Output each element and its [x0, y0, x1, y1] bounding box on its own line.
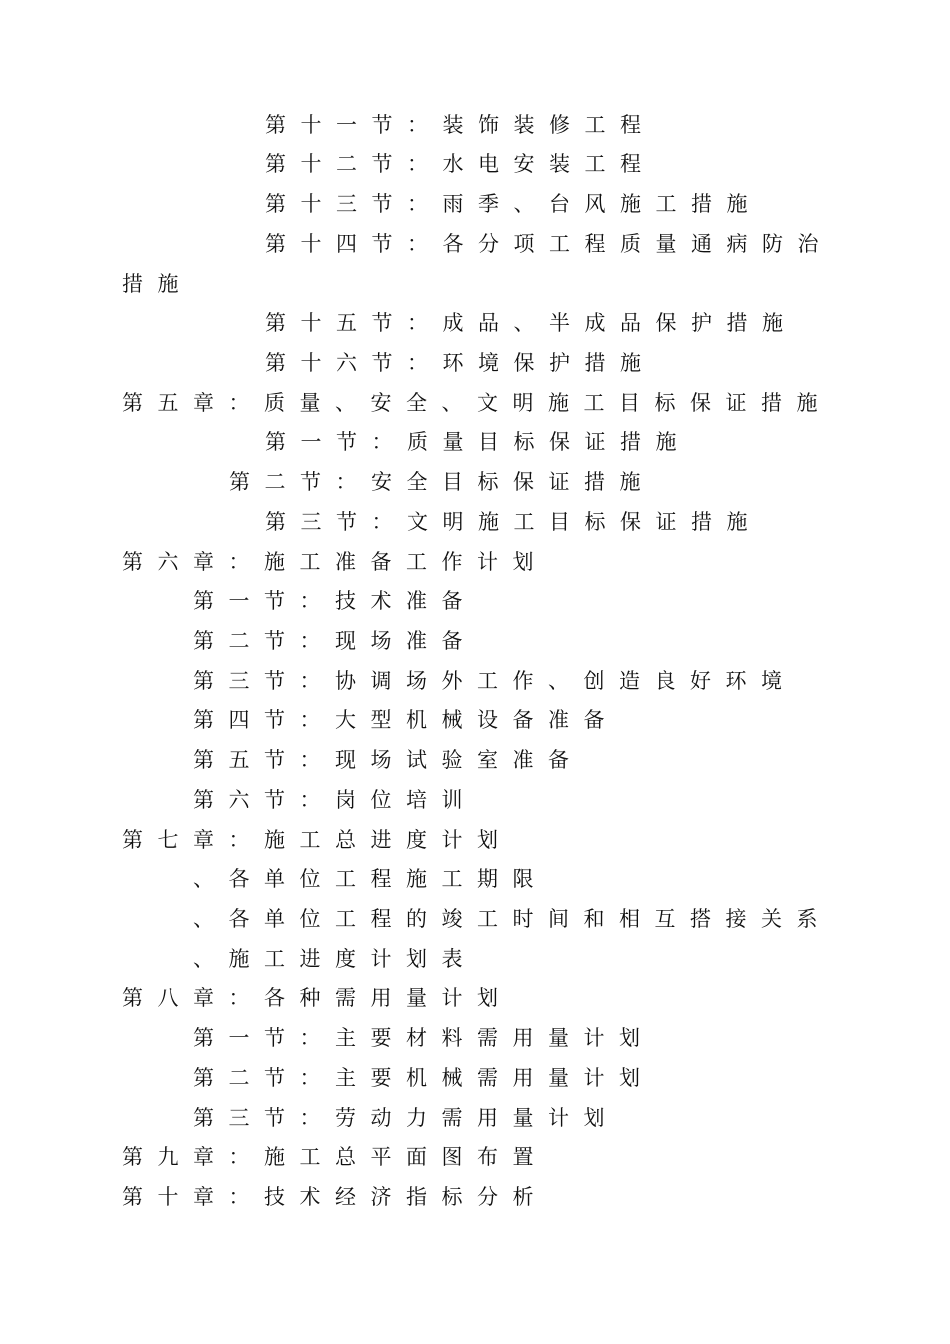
toc-entry-section-12: 第十二节：水电安装工程: [265, 152, 656, 176]
toc-entry-chapter-10: 第十章：技术经济指标分析: [122, 1185, 548, 1209]
toc-entry-ch6-section-4: 第四节：大型机械设备准备: [193, 708, 619, 732]
toc-entry-ch6-section-5: 第五节：现场试验室准备: [193, 748, 584, 772]
toc-entry-ch6-section-6: 第六节：岗位培训: [193, 788, 477, 812]
toc-entry-chapter-8: 第八章：各种需用量计划: [122, 986, 513, 1010]
toc-entry-ch7-item-3: 、施工进度计划表: [193, 947, 477, 971]
toc-entry-ch7-item-1: 、各单位工程施工期限: [193, 867, 548, 891]
toc-entry-ch6-section-1: 第一节：技术准备: [193, 589, 477, 613]
toc-entry-section-13: 第十三节：雨季、台风施工措施: [265, 192, 762, 216]
toc-entry-section-16: 第十六节：环境保护措施: [265, 351, 656, 375]
toc-entry-ch8-section-3: 第三节：劳动力需用量计划: [193, 1106, 619, 1130]
toc-entry-section-14-continued: 措施: [122, 272, 193, 296]
toc-entry-ch5-section-2: 第二节：安全目标保证措施: [229, 470, 655, 494]
toc-entry-ch8-section-1: 第一节：主要材料需用量计划: [193, 1026, 655, 1050]
toc-entry-chapter-6: 第六章：施工准备工作计划: [122, 550, 548, 574]
toc-entry-chapter-9: 第九章：施工总平面图布置: [122, 1145, 548, 1169]
toc-entry-ch6-section-2: 第二节：现场准备: [193, 629, 477, 653]
toc-entry-ch8-section-2: 第二节：主要机械需用量计划: [193, 1066, 655, 1090]
toc-entry-chapter-5: 第五章：质量、安全、文明施工目标保证措施: [122, 391, 832, 415]
toc-entry-ch5-section-1: 第一节：质量目标保证措施: [265, 430, 691, 454]
toc-entry-section-14: 第十四节：各分项工程质量通病防治: [265, 232, 833, 256]
toc-entry-section-15: 第十五节：成品、半成品保护措施: [265, 311, 798, 335]
toc-entry-ch6-section-3: 第三节：协调场外工作、创造良好环境: [193, 669, 797, 693]
toc-entry-ch7-item-2: 、各单位工程的竣工时间和相互搭接关系: [193, 907, 832, 931]
toc-entry-chapter-7: 第七章：施工总进度计划: [122, 828, 513, 852]
toc-entry-ch5-section-3: 第三节：文明施工目标保证措施: [265, 510, 762, 534]
toc-entry-section-11: 第十一节：装饰装修工程: [265, 113, 656, 137]
